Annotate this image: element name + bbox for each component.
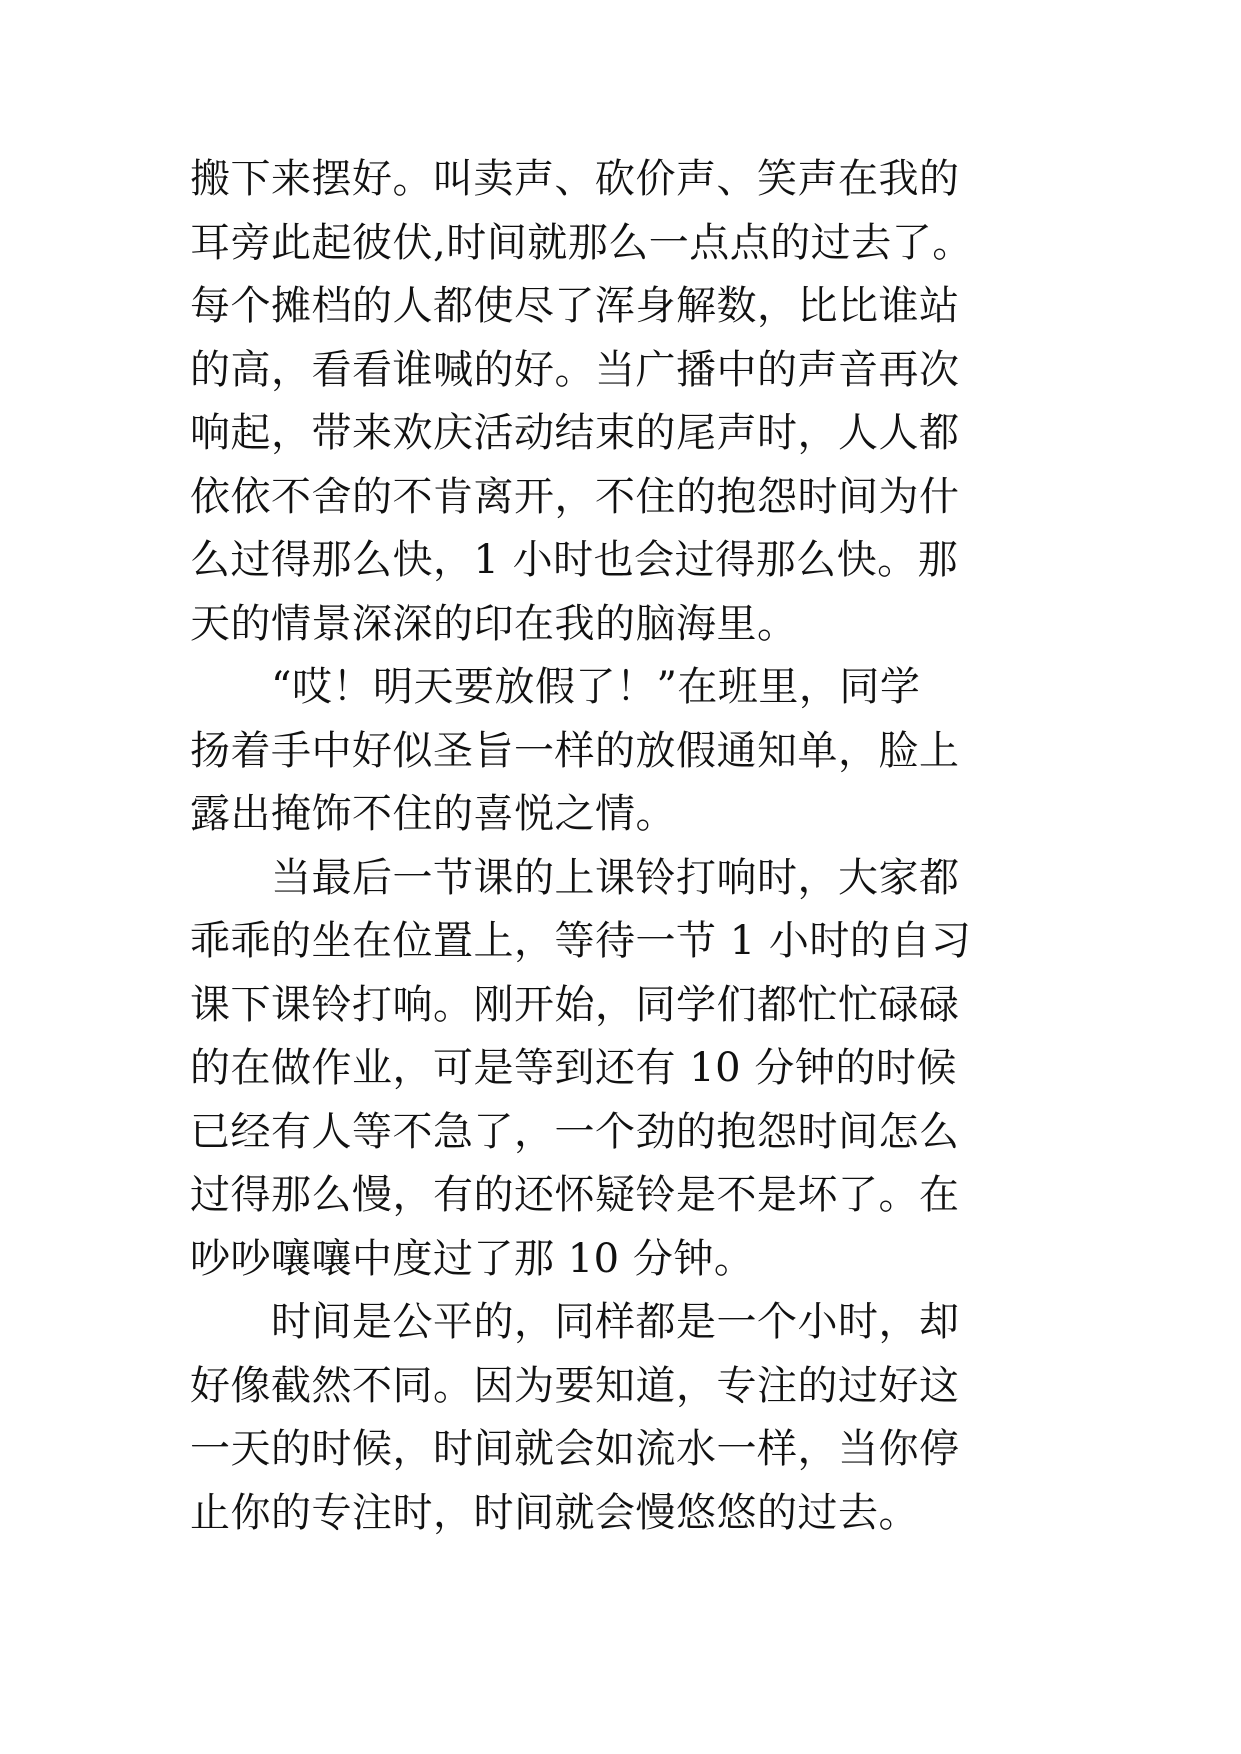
body-text: [190, 148, 1190, 1545]
text-line: 时间是公平的，同样都是一个小时，却: [190, 1299, 960, 1345]
text-line: 依依不舍的不肯离开，不住的抱怨时间为什: [190, 473, 960, 520]
text-line: 过得那么慢，有的还怀疑铃是不是坏了。在: [190, 1172, 960, 1218]
text-line: 当最后一节课的上课铃打响时，大家都: [190, 854, 960, 901]
text-line: 每个摊档的人都使尽了浑身解数，比比谁站: [190, 283, 960, 329]
text-line: 搬下来摆好。叫卖声、砍价声、笑声在我的: [190, 156, 960, 202]
text-line: “哎！明天要放假了！”在班里，同学: [190, 664, 921, 710]
text-line: 耳旁此起彼伏,时间就那么一点点的过去了。: [190, 219, 973, 266]
text-line: 好像截然不同。因为要知道，专注的过好这: [190, 1362, 960, 1409]
text-line: 乖乖的坐在位置上，等待一节 1 小时的自习: [190, 918, 972, 964]
text-line: 么过得那么快，1 小时也会过得那么快。那: [190, 537, 959, 583]
text-line: 扬着手中好似圣旨一样的放假通知单，脸上: [190, 727, 960, 774]
text-line: 天的情景深深的印在我的脑海里。: [190, 600, 798, 647]
text-line: 的高，看看谁喊的好。当广播中的声音再次: [190, 346, 960, 393]
text-line: 课下课铃打响。刚开始，同学们都忙忙碌碌: [190, 981, 960, 1028]
text-line: 一天的时候，时间就会如流水一样，当你停: [190, 1426, 960, 1472]
text-line: 露出掩饰不住的喜悦之情。: [190, 791, 676, 837]
text-line: 吵吵嚷嚷中度过了那 10 分钟。: [190, 1235, 755, 1282]
text-line: 止你的专注时，时间就会慢悠悠的过去。: [190, 1489, 919, 1536]
text-line: 已经有人等不急了，一个劲的抱怨时间怎么: [190, 1108, 960, 1155]
text-line: 响起，带来欢庆活动结束的尾声时，人人都: [190, 410, 960, 456]
text-line: 的在做作业，可是等到还有 10 分钟的时候: [190, 1045, 957, 1091]
